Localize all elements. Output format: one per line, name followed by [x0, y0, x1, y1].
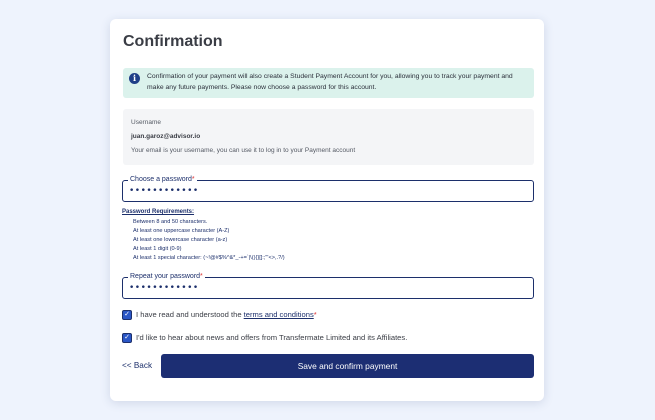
repeat-password-input[interactable]: [129, 281, 519, 295]
username-help: Your email is your username, you can use it to log in to your Payment account: [131, 147, 356, 154]
choose-password-field: [122, 176, 534, 202]
choose-password-input[interactable]: [129, 184, 519, 198]
username-box: [123, 109, 534, 165]
confirmation-card: [110, 19, 544, 401]
requirement-item: At least one lowercase character (a-z): [133, 236, 228, 243]
news-checkbox-label: I'd like to hear about news and offers from Transfermate Limited and its Affiliates.: [136, 333, 408, 342]
choose-password-label: Choose a password*: [130, 176, 195, 183]
password-requirements-title: Password Requirements:: [122, 209, 195, 215]
password-requirements-list: [133, 218, 285, 263]
requirement-item: At least 1 digit (0-9): [133, 245, 182, 252]
info-icon: i: [129, 73, 140, 84]
username-label: Username: [131, 119, 161, 126]
back-link[interactable]: << Back: [122, 361, 153, 370]
repeat-password-field: [122, 273, 534, 299]
info-banner: [123, 68, 534, 98]
save-confirm-button[interactable]: Save and confirm payment: [161, 354, 534, 378]
terms-checkbox[interactable]: ✓: [122, 310, 132, 320]
requirement-item: Between 8 and 50 characters.: [133, 219, 208, 225]
info-text: Confirmation of your payment will also create a Student Payment Account for you, allowing you to track your payment and make any future payments. Please now choose a password for this account.: [147, 73, 513, 91]
username-value: juan.garoz@advisor.io: [131, 133, 201, 140]
news-checkbox[interactable]: ✓: [122, 333, 132, 343]
terms-checkbox-label: I have read and understood the terms and conditions*: [136, 310, 317, 319]
requirement-item: At least one uppercase character (A-Z): [133, 227, 230, 234]
terms-link[interactable]: terms and conditions: [243, 310, 314, 319]
requirement-item: At least 1 special character: (~!@#$%^&*_-+=`|\(){}[]:;"'<>,.?/): [133, 254, 285, 261]
page-title: Confirmation: [123, 33, 223, 50]
repeat-password-label: Repeat your password*: [130, 273, 203, 280]
